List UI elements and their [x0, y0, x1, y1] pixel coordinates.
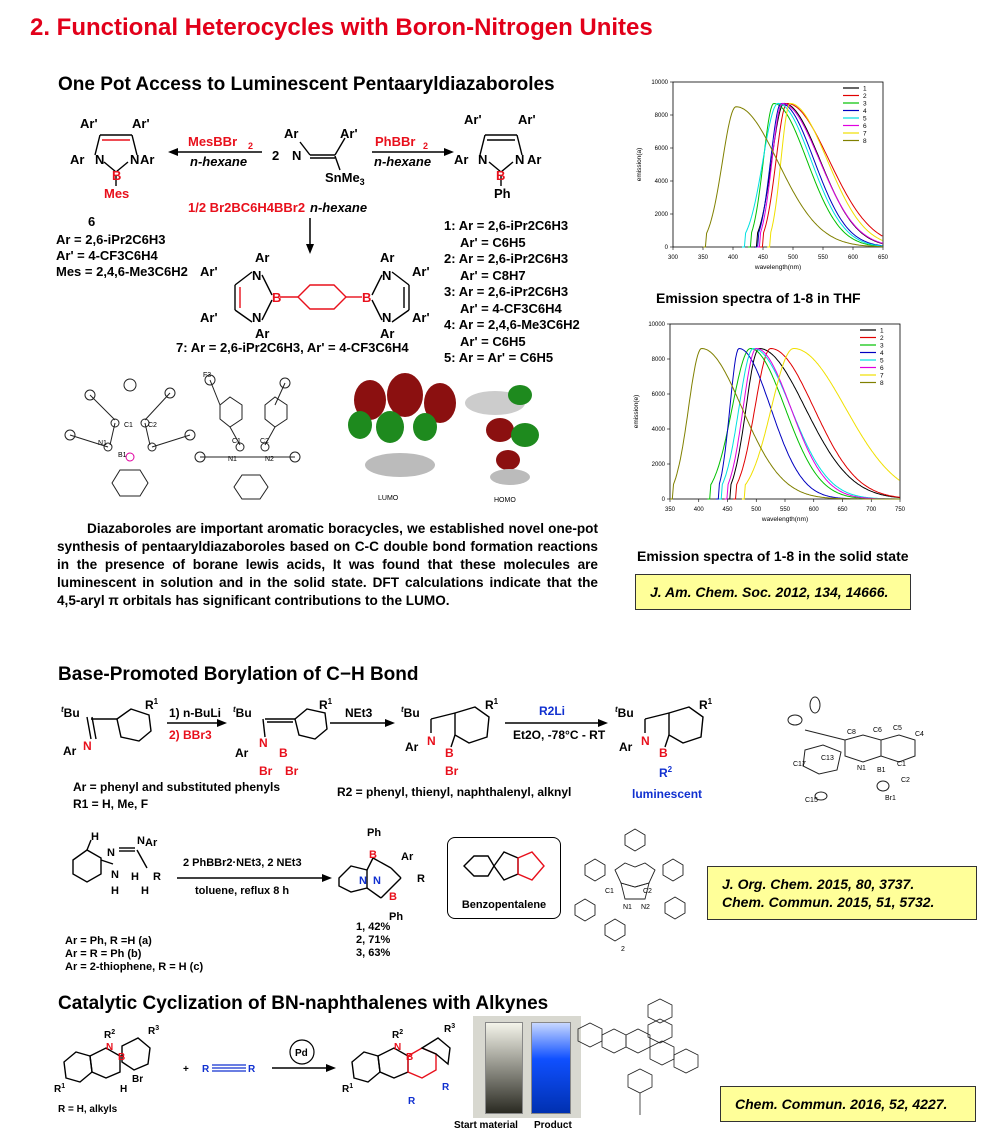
- svg-text:N: N: [107, 847, 115, 859]
- svg-text:tBu: $^t$Bu: [233, 705, 252, 720]
- svg-text:C2: C2: [260, 438, 269, 445]
- reference-joc-chemcommun: J. Org. Chem. 2015, 80, 3737. Chem. Commun. 2015, 51, 5732.: [707, 866, 977, 920]
- svg-text:Ar: Ar: [235, 746, 249, 760]
- y-tick-label: 6000: [654, 146, 668, 152]
- svg-text:R2: $R^2$: [104, 1029, 116, 1041]
- svg-text:R3: $R^3$: [148, 1025, 160, 1037]
- svg-text:Ar: Ar: [140, 152, 155, 167]
- start-material-cuvette: [485, 1022, 523, 1114]
- compound-6-def-ar-prime: Ar' = 4-CF3C6H4: [56, 248, 158, 263]
- svg-text:tBu: $^t$Bu: [615, 705, 634, 720]
- svg-text:H: H: [91, 831, 99, 843]
- svg-text:Br: Br: [445, 764, 459, 778]
- svg-text:B: B: [369, 849, 377, 861]
- r2-definition: R2 = phenyl, thienyl, naphthalenyl, alknyl: [337, 785, 572, 799]
- y-tick-label: 0: [661, 497, 665, 503]
- svg-text:B: B: [272, 290, 282, 305]
- svg-text:R2: $R^2$: [392, 1029, 404, 1041]
- x-tick-label: 650: [837, 507, 848, 513]
- reference-chemcommun-2016: Chem. Commun. 2016, 52, 4227.: [720, 1086, 976, 1122]
- svg-text:R: R: [153, 871, 161, 883]
- y-tick-label: 10000: [651, 80, 668, 86]
- svg-text:C2: C2: [901, 777, 910, 784]
- svg-text:Ar: Ar: [255, 326, 270, 341]
- svg-text:2: 2: [621, 946, 625, 953]
- svg-text:N: N: [641, 734, 650, 748]
- legend-label-8: 8: [880, 380, 884, 387]
- svg-text:Br1: Br1: [885, 795, 896, 802]
- legend-label-8: 8: [863, 138, 867, 145]
- svg-text:N: N: [252, 268, 262, 283]
- svg-text:H: H: [131, 871, 139, 883]
- reaction2-definitions: Ar = Ph, R =H (a) Ar = R = Ph (b) Ar = 2-thiophene, R = H (c): [65, 935, 204, 973]
- y-tick-label: 4000: [651, 427, 665, 433]
- svg-text:C1: C1: [124, 422, 133, 429]
- svg-text:C15: C15: [805, 797, 818, 804]
- svg-text:H: H: [111, 885, 119, 897]
- svg-text:N1: N1: [623, 904, 632, 911]
- svg-text:Ph: Ph: [367, 827, 382, 839]
- legend-label-7: 7: [880, 372, 884, 380]
- svg-text:2: 2: [423, 141, 429, 151]
- svg-text:R1: $R^1$: [319, 697, 333, 712]
- svg-text:Ar': Ar': [200, 264, 218, 279]
- reagent-right: PhBBr: [375, 134, 416, 149]
- svg-text:Br: Br: [132, 1074, 144, 1085]
- compound-7-def: 7: Ar = 2,6-iPr2C6H3, Ar' = 4-CF3C6H4: [176, 340, 409, 355]
- luminescent-label: luminescent: [632, 787, 703, 801]
- x-tick-label: 750: [894, 507, 906, 513]
- x-tick-label: 450: [757, 255, 769, 261]
- svg-text:R: R: [202, 1064, 210, 1075]
- svg-text:R: R: [248, 1064, 256, 1075]
- svg-text:R1: $R^1$: [699, 697, 713, 712]
- svg-text:n-hexane: n-hexane: [374, 154, 432, 169]
- svg-text:R: R: [417, 873, 425, 885]
- svg-text:N2: N2: [641, 904, 650, 911]
- cuvette-photo: [473, 1016, 581, 1118]
- svg-text:N: N: [95, 152, 105, 167]
- chart-solid: [618, 312, 918, 532]
- svg-text:R2: $R^2$: [659, 765, 673, 780]
- compound-6-label: 6: [88, 214, 96, 229]
- x-tick-label: 550: [817, 255, 829, 261]
- svg-text:Ar: Ar: [70, 152, 85, 167]
- homo-orbital: [465, 385, 539, 485]
- svg-text:Ar': Ar': [340, 126, 358, 141]
- svg-text:tBu: $^t$Bu: [61, 705, 80, 720]
- photo-label-start: Start material: [454, 1120, 518, 1131]
- svg-text:B: B: [362, 290, 372, 305]
- svg-text:N: N: [292, 148, 302, 163]
- crystal-structures-figure: [60, 365, 600, 513]
- svg-text:B: B: [389, 891, 397, 903]
- svg-text:B: B: [496, 168, 506, 183]
- svg-text:R1: $R^1$: [342, 1083, 354, 1095]
- y-tick-label: 0: [664, 245, 668, 251]
- y-tick-label: 8000: [654, 113, 668, 119]
- legend-label-2: 2: [880, 335, 884, 342]
- svg-text:C1: C1: [605, 888, 614, 895]
- legend-label-5: 5: [880, 357, 884, 365]
- svg-text:N: N: [382, 310, 392, 325]
- svg-text:R1: $R^1$: [145, 697, 159, 712]
- svg-text:C1: C1: [897, 761, 906, 768]
- reaction2-conditions: toluene, reflux 8 h: [195, 885, 290, 897]
- reaction2-yields: 1, 42% 2, 71% 3, 63%: [356, 921, 391, 959]
- x-tick-label: 300: [667, 255, 679, 261]
- x-tick-label: 400: [693, 507, 704, 513]
- legend-label-6: 6: [880, 365, 884, 372]
- svg-text:H: H: [141, 885, 149, 897]
- svg-text:Ar': Ar': [412, 310, 430, 325]
- svg-text:C5: C5: [893, 725, 902, 732]
- r-definition: R = H, alkyls: [58, 1104, 118, 1115]
- y-axis-label: emission(e): [633, 394, 640, 429]
- benzopentalene-structure: [448, 838, 560, 894]
- page-title: 2. Functional Heterocycles with Boron-Nitrogen Unites: [30, 14, 653, 41]
- svg-text:Ar': Ar': [464, 112, 482, 127]
- x-tick-label: 350: [664, 507, 676, 513]
- step2-reagent: NEt3: [345, 706, 373, 720]
- svg-text:C4: C4: [915, 731, 924, 738]
- svg-text:Ar': Ar': [412, 264, 430, 279]
- x-tick-label: 400: [727, 255, 739, 261]
- reference-jacs: J. Am. Chem. Soc. 2012, 134, 14666.: [635, 574, 911, 610]
- svg-text:N: N: [130, 152, 140, 167]
- section2-heading: Base-Promoted Borylation of C−H Bond: [58, 664, 419, 685]
- series-line-5: [719, 349, 900, 500]
- svg-text:Ar: Ar: [405, 740, 419, 754]
- legend-label-3: 3: [880, 342, 884, 350]
- x-tick-label: 700: [866, 507, 877, 513]
- catalyst-label: Pd: [295, 1048, 308, 1059]
- step3-reagent: R2Li: [539, 704, 566, 718]
- svg-text:Ar: Ar: [145, 837, 158, 849]
- svg-text:Mes: Mes: [104, 186, 130, 201]
- legend-label-5: 5: [863, 115, 867, 123]
- compounds-1-5-list: 1: Ar = 2,6-iPr2C6H3 Ar' = C6H5 2: Ar = 2,6-iPr2C6H3 Ar' = C8H7 3: Ar = 2,6-iPr2C6H3 Ar' = 4-CF3C6H4 4: Ar = 2,4,6-Me3C6H2 Ar' = C6H5 5: Ar = Ar' = C6H5: [444, 218, 580, 365]
- svg-text:R3: $R^3$: [444, 1023, 456, 1035]
- svg-text:Ar: Ar: [255, 250, 270, 265]
- legend-label-6: 6: [863, 123, 867, 130]
- step1-reagent-2: 2) BBr3: [169, 728, 212, 742]
- svg-text:Ar: Ar: [284, 126, 299, 141]
- ar-definition: Ar = phenyl and substituted phenyls: [73, 780, 281, 794]
- x-tick-label: 350: [697, 255, 709, 261]
- cyclization-scheme: [50, 1020, 475, 1115]
- crystal-structure-left: [65, 379, 195, 496]
- legend-label-4: 4: [880, 350, 884, 357]
- y-tick-label: 2000: [651, 462, 665, 468]
- homo-label: HOMO: [494, 497, 516, 504]
- y-axis-label: emission(a): [636, 147, 643, 182]
- svg-text:Ar': Ar': [80, 116, 98, 131]
- svg-text:Ar: Ar: [619, 740, 633, 754]
- svg-text:Ar': Ar': [200, 310, 218, 325]
- svg-text:+: +: [183, 1064, 189, 1075]
- y-tick-label: 4000: [654, 179, 668, 185]
- svg-text:F3: F3: [203, 372, 212, 379]
- y-tick-label: 10000: [648, 322, 665, 328]
- svg-text:N: N: [394, 1042, 402, 1053]
- x-tick-label: 500: [751, 507, 762, 513]
- svg-text:R1: $R^1$: [485, 697, 499, 712]
- x-tick-label: 500: [787, 255, 799, 261]
- svg-text:2: 2: [272, 148, 280, 163]
- benzopentalene-label: Benzopentalene: [461, 899, 547, 911]
- svg-text:N: N: [373, 875, 381, 887]
- svg-text:Ph: Ph: [389, 911, 404, 923]
- crystal-structure-bn-naphthalene: [568, 995, 718, 1125]
- svg-text:2: 2: [248, 141, 254, 151]
- svg-text:Br: Br: [259, 764, 273, 778]
- lumo-label: LUMO: [378, 495, 399, 502]
- svg-text:N2: N2: [265, 456, 274, 463]
- svg-text:B: B: [445, 746, 454, 760]
- x-tick-label: 600: [808, 507, 819, 513]
- svg-text:Ar: Ar: [454, 152, 469, 167]
- series-line-2: [733, 349, 900, 500]
- svg-text:R: R: [442, 1082, 450, 1093]
- svg-text:N: N: [259, 736, 268, 750]
- chart-thf: [618, 72, 898, 280]
- svg-text:N: N: [106, 1042, 114, 1053]
- lumo-orbital: [348, 373, 456, 477]
- legend-label-1: 1: [863, 85, 867, 93]
- svg-text:N: N: [111, 869, 119, 881]
- svg-text:Ar: Ar: [63, 744, 77, 758]
- x-tick-label: 650: [877, 255, 889, 261]
- x-tick-label: 550: [779, 507, 791, 513]
- svg-text:C8: C8: [847, 729, 856, 736]
- svg-text:N1: N1: [857, 765, 866, 772]
- svg-text:B: B: [659, 746, 668, 760]
- compound-6-def-ar: Ar = 2,6-iPr2C6H3: [56, 232, 166, 247]
- compound-6-def-mes: Mes = 2,4,6-Me3C6H2: [56, 264, 188, 279]
- svg-text:B: B: [118, 1052, 126, 1063]
- y-tick-label: 6000: [651, 392, 665, 398]
- svg-text:N: N: [478, 152, 488, 167]
- x-tick-label: 600: [847, 255, 859, 261]
- svg-text:C6: C6: [873, 727, 882, 734]
- svg-text:Ar: Ar: [380, 326, 395, 341]
- svg-text:SnMe3: SnMe$_3$: [325, 170, 365, 187]
- step3-conditions: Et2O, -78°C - RT: [513, 728, 606, 742]
- svg-text:Ph: Ph: [494, 186, 511, 201]
- crystal-structure-borylation: [765, 690, 965, 810]
- series-line-1: [728, 349, 901, 500]
- svg-text:R1: $R^1$: [54, 1083, 66, 1095]
- svg-text:Br: Br: [285, 764, 299, 778]
- svg-text:n-hexane: n-hexane: [310, 200, 368, 215]
- svg-text:N: N: [359, 875, 367, 887]
- product-cuvette: [531, 1022, 571, 1114]
- svg-text:C2: C2: [148, 422, 157, 429]
- section3-heading: Catalytic Cyclization of BN-naphthalenes with Alkynes: [58, 993, 549, 1014]
- svg-text:N: N: [252, 310, 262, 325]
- svg-text:B1: B1: [877, 767, 886, 774]
- section1-heading: One Pot Access to Luminescent Pentaaryldiazaboroles: [58, 74, 555, 95]
- svg-text:C13: C13: [821, 755, 834, 762]
- legend-label-3: 3: [863, 100, 867, 108]
- crystal-structure-right: [195, 375, 300, 499]
- legend-label-4: 4: [863, 108, 867, 115]
- svg-text:Ar: Ar: [380, 250, 395, 265]
- r1-definition: R1 = H, Me, F: [73, 797, 149, 811]
- legend-label-2: 2: [863, 93, 867, 100]
- y-tick-label: 8000: [651, 357, 665, 363]
- svg-text:Ar: Ar: [401, 851, 414, 863]
- series-line-8: [703, 107, 883, 247]
- legend-label-7: 7: [863, 130, 867, 138]
- svg-text:B: B: [406, 1052, 414, 1063]
- caption-thf: Emission spectra of 1-8 in THF: [656, 290, 861, 306]
- step1-reagent-1: 1) n-BuLi: [169, 706, 221, 720]
- x-axis-label: wavelength(nm): [761, 516, 809, 523]
- svg-text:R: R: [408, 1096, 416, 1107]
- reaction2-reagents: 2 PhBBr2·NEt3, 2 NEt3: [183, 857, 302, 869]
- svg-text:Ar': Ar': [132, 116, 150, 131]
- y-tick-label: 2000: [654, 212, 668, 218]
- reagent-down: 1/2 Br2BC6H4BBr2: [188, 200, 306, 215]
- reagent-left: MesBBr: [188, 134, 238, 149]
- svg-text:C2: C2: [643, 888, 652, 895]
- x-axis-label: wavelength(nm): [754, 264, 802, 271]
- svg-text:N: N: [83, 739, 92, 753]
- svg-text:Ar: Ar: [527, 152, 542, 167]
- plot-frame: [670, 324, 900, 499]
- svg-text:Ar': Ar': [518, 112, 536, 127]
- series-line-7: [742, 349, 900, 500]
- svg-text:N: N: [515, 152, 525, 167]
- starting-material-structure: [300, 138, 345, 170]
- svg-text:tBu: $^t$Bu: [401, 705, 420, 720]
- photo-label-product: Product: [534, 1120, 572, 1131]
- svg-text:N: N: [137, 835, 145, 847]
- svg-text:C1: C1: [232, 438, 241, 445]
- crystal-structure-benzopentalene: [565, 825, 700, 955]
- svg-text:C17: C17: [793, 761, 806, 768]
- x-tick-label: 450: [722, 507, 733, 513]
- svg-text:H: H: [120, 1084, 128, 1095]
- section1-paragraph: Diazaboroles are important aromatic boracycles, we established novel one-pot synthesis of pentaaryldiazaboroles based on C-C double bond formation reactions in the presence of borane lewis acids, It was found that these molecules are luminescent in solution and in the solid state. DFT calculations indicate that the 4,5-aryl π orbitals has significant contributions to the LUMO.: [57, 521, 598, 608]
- legend-label-1: 1: [880, 327, 884, 335]
- svg-text:B1: B1: [118, 452, 127, 459]
- svg-text:N: N: [427, 734, 436, 748]
- caption-solid: Emission spectra of 1-8 in the solid state: [637, 548, 909, 564]
- svg-text:B: B: [279, 746, 288, 760]
- svg-text:N1: N1: [228, 456, 237, 463]
- svg-text:N1: N1: [98, 440, 107, 447]
- benzopentalene-box: [447, 837, 561, 919]
- svg-text:B: B: [112, 168, 122, 183]
- svg-text:N: N: [382, 268, 392, 283]
- svg-text:n-hexane: n-hexane: [190, 154, 248, 169]
